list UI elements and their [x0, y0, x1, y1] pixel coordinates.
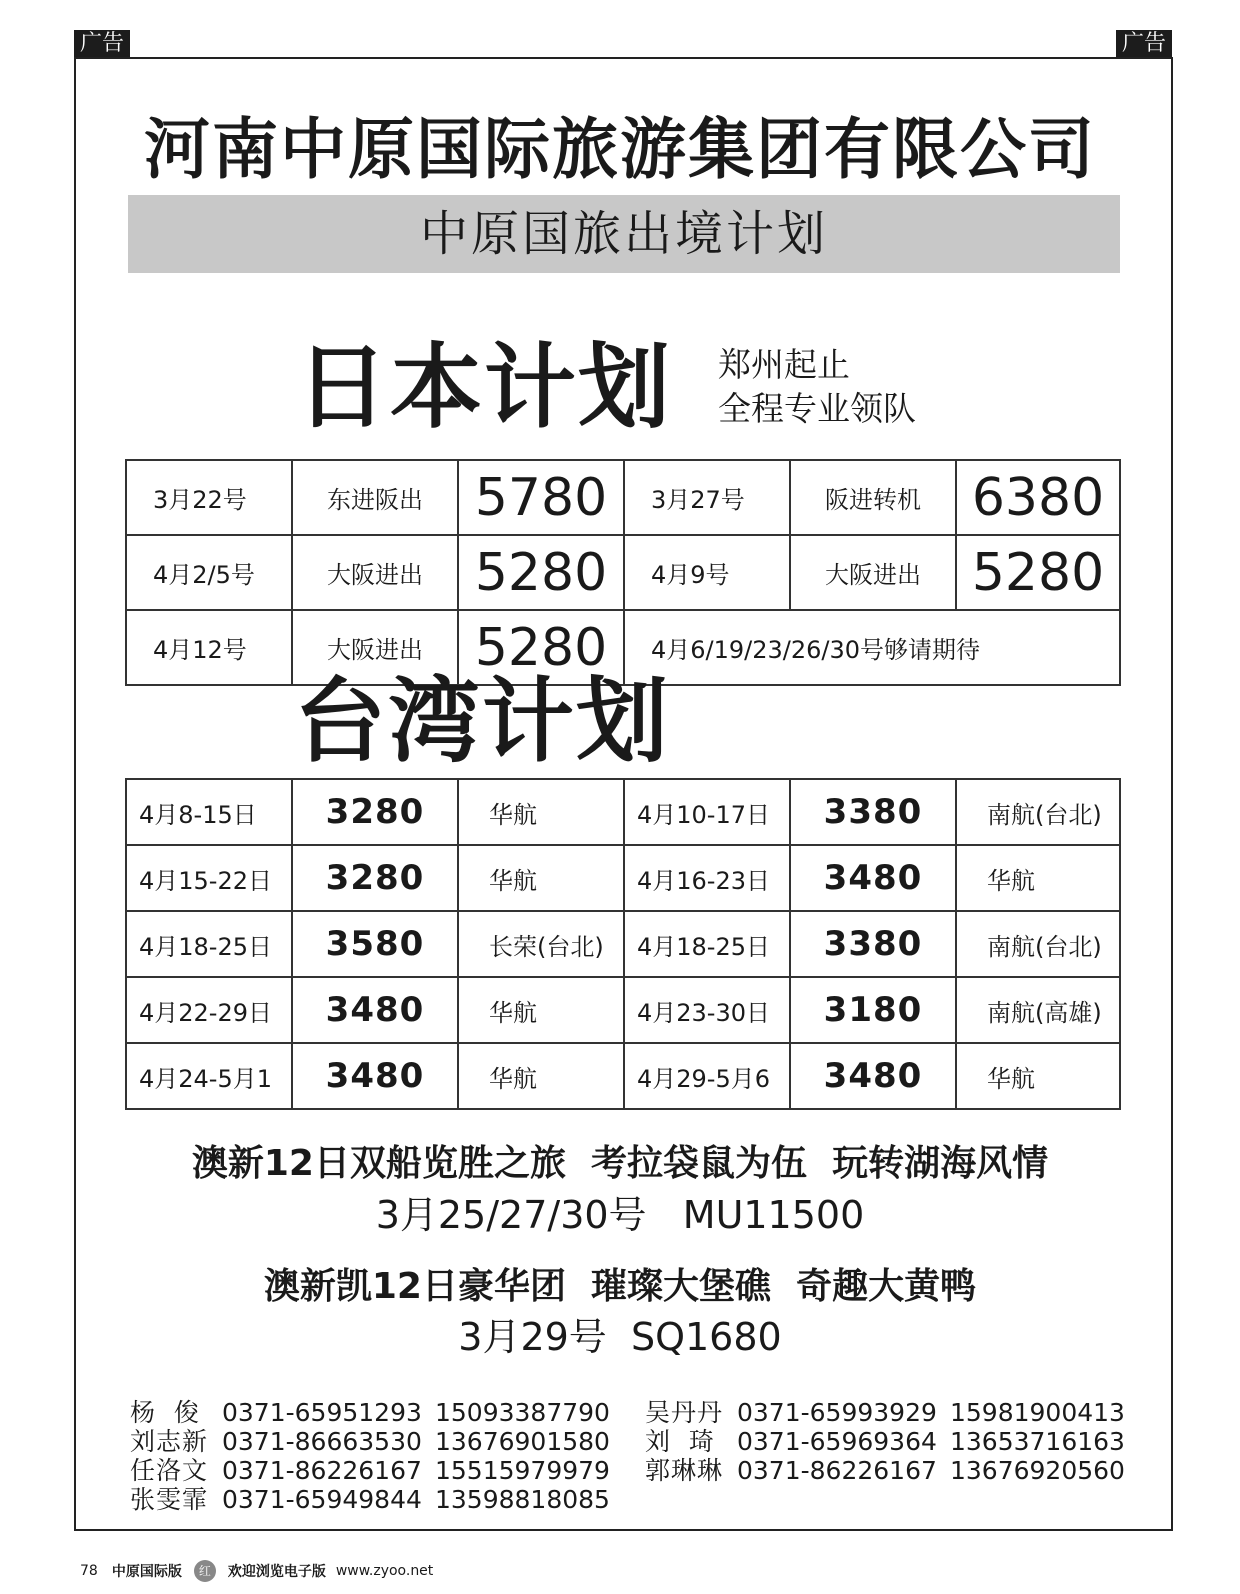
contact-phone: 0371-65949844	[222, 1485, 422, 1514]
contacts-right	[645, 1398, 1125, 1485]
date-cell: 3月22号	[126, 460, 292, 535]
promo-2-sub: 3月29号 SQ1680	[458, 1315, 782, 1359]
contacts-left	[130, 1398, 610, 1514]
airline-cell: 南航(台北)	[956, 911, 1120, 977]
date-cell: 4月18-25日	[624, 911, 790, 977]
price-cell: 3280	[292, 845, 458, 911]
welcome-text: 欢迎浏览电子版	[227, 1564, 326, 1580]
table-row	[126, 911, 1120, 977]
table-row	[126, 977, 1120, 1043]
contact-name: 刘志新	[130, 1427, 209, 1456]
promo-2-title: 澳新凯12日豪华团 璀璨大堡礁 奇趣大黄鸭	[263, 1266, 977, 1307]
price-cell: 3480	[292, 1043, 458, 1109]
japan-sub-1: 郑州起止	[718, 345, 850, 384]
promo-1-sub: 3月25/27/30号 MU11500	[375, 1193, 865, 1237]
table-row	[126, 845, 1120, 911]
contact-mobile: 13653716163	[950, 1427, 1125, 1456]
page-number: 78	[80, 1563, 98, 1579]
price-cell: 5280	[458, 610, 624, 685]
date-cell: 3月27号	[624, 460, 790, 535]
banner-title: 中原国旅出境计划	[128, 195, 1120, 273]
date-cell: 4月8-15日	[126, 779, 292, 845]
ad-tag-right: 广告	[1116, 30, 1172, 58]
taiwan-table	[125, 778, 1121, 1110]
contact-row	[130, 1456, 610, 1485]
promo-1-title: 澳新12日双船览胜之旅 考拉袋鼠为伍 玩转湖海风情	[191, 1143, 1049, 1184]
ad-tag-left: 广告	[74, 30, 130, 58]
date-cell: 4月9号	[624, 535, 790, 610]
airline-cell: 华航	[956, 1043, 1120, 1109]
contact-mobile: 15515979979	[435, 1456, 610, 1485]
route-cell: 大阪进出	[292, 610, 458, 685]
contact-row	[130, 1427, 610, 1456]
route-cell: 阪进转机	[790, 460, 956, 535]
contact-mobile: 13676901580	[435, 1427, 610, 1456]
note-cell: 4月6/19/23/26/30号够请期待	[624, 610, 1120, 685]
contact-name: 杨 俊	[130, 1398, 200, 1427]
contact-phone: 0371-65969364	[737, 1427, 937, 1456]
contact-mobile: 13676920560	[950, 1456, 1125, 1485]
date-cell: 4月10-17日	[624, 779, 790, 845]
site-url: www.zyoo.net	[335, 1563, 434, 1579]
contact-mobile: 15093387790	[435, 1398, 610, 1427]
contact-name: 吴丹丹	[645, 1398, 724, 1427]
japan-title: 日本计划	[296, 334, 673, 441]
price-cell: 3580	[292, 911, 458, 977]
price-cell: 3380	[790, 779, 956, 845]
contact-name: 任洛文	[130, 1456, 209, 1485]
table-row	[126, 535, 1120, 610]
airline-cell: 华航	[458, 845, 624, 911]
airline-cell: 华航	[458, 1043, 624, 1109]
date-cell: 4月2/5号	[126, 535, 292, 610]
price-cell: 5280	[458, 535, 624, 610]
contact-mobile: 13598818085	[435, 1485, 610, 1514]
price-cell: 3180	[790, 977, 956, 1043]
date-cell: 4月12号	[126, 610, 292, 685]
airline-cell: 华航	[956, 845, 1120, 911]
price-cell: 3380	[790, 911, 956, 977]
date-cell: 4月15-22日	[126, 845, 292, 911]
price-cell: 6380	[956, 460, 1120, 535]
contact-row	[645, 1398, 1125, 1427]
contact-row	[645, 1456, 1125, 1485]
logo-icon: 红	[194, 1560, 216, 1582]
airline-cell: 长荣(台北)	[458, 911, 624, 977]
airline-cell: 南航(台北)	[956, 779, 1120, 845]
contact-row	[130, 1485, 610, 1514]
table-row	[126, 460, 1120, 535]
japan-table	[125, 459, 1121, 686]
company-name: 河南中原国际旅游集团有限公司	[144, 111, 1096, 188]
edition-label: 中原国际版	[111, 1564, 182, 1580]
route-cell: 大阪进出	[790, 535, 956, 610]
price-cell: 5780	[458, 460, 624, 535]
date-cell: 4月29-5月6	[624, 1043, 790, 1109]
price-cell: 3480	[790, 1043, 956, 1109]
table-row	[126, 1043, 1120, 1109]
date-cell: 4月18-25日	[126, 911, 292, 977]
table-row	[126, 779, 1120, 845]
contact-phone: 0371-65951293	[222, 1398, 422, 1427]
price-cell: 3480	[292, 977, 458, 1043]
contact-phone: 0371-86663530	[222, 1427, 422, 1456]
price-cell: 3280	[292, 779, 458, 845]
contact-name: 张雯霏	[130, 1485, 209, 1514]
route-cell: 大阪进出	[292, 535, 458, 610]
contact-phone: 0371-65993929	[737, 1398, 937, 1427]
price-cell: 3480	[790, 845, 956, 911]
route-cell: 东进阪出	[292, 460, 458, 535]
contact-phone: 0371-86226167	[737, 1456, 937, 1485]
contact-name: 刘 琦	[645, 1427, 715, 1456]
date-cell: 4月22-29日	[126, 977, 292, 1043]
date-cell: 4月23-30日	[624, 977, 790, 1043]
date-cell: 4月16-23日	[624, 845, 790, 911]
price-cell: 5280	[956, 535, 1120, 610]
contact-name: 郭琳琳	[645, 1456, 724, 1485]
date-cell: 4月24-5月1	[126, 1043, 292, 1109]
airline-cell: 华航	[458, 779, 624, 845]
japan-sub-2: 全程专业领队	[718, 389, 916, 428]
contact-phone: 0371-86226167	[222, 1456, 422, 1485]
contact-row	[130, 1398, 610, 1427]
airline-cell: 华航	[458, 977, 624, 1043]
contact-row	[645, 1427, 1125, 1456]
airline-cell: 南航(高雄)	[956, 977, 1120, 1043]
page-footer	[80, 1560, 433, 1582]
taiwan-title: 台湾计划	[294, 668, 671, 775]
contact-mobile: 15981900413	[950, 1398, 1125, 1427]
